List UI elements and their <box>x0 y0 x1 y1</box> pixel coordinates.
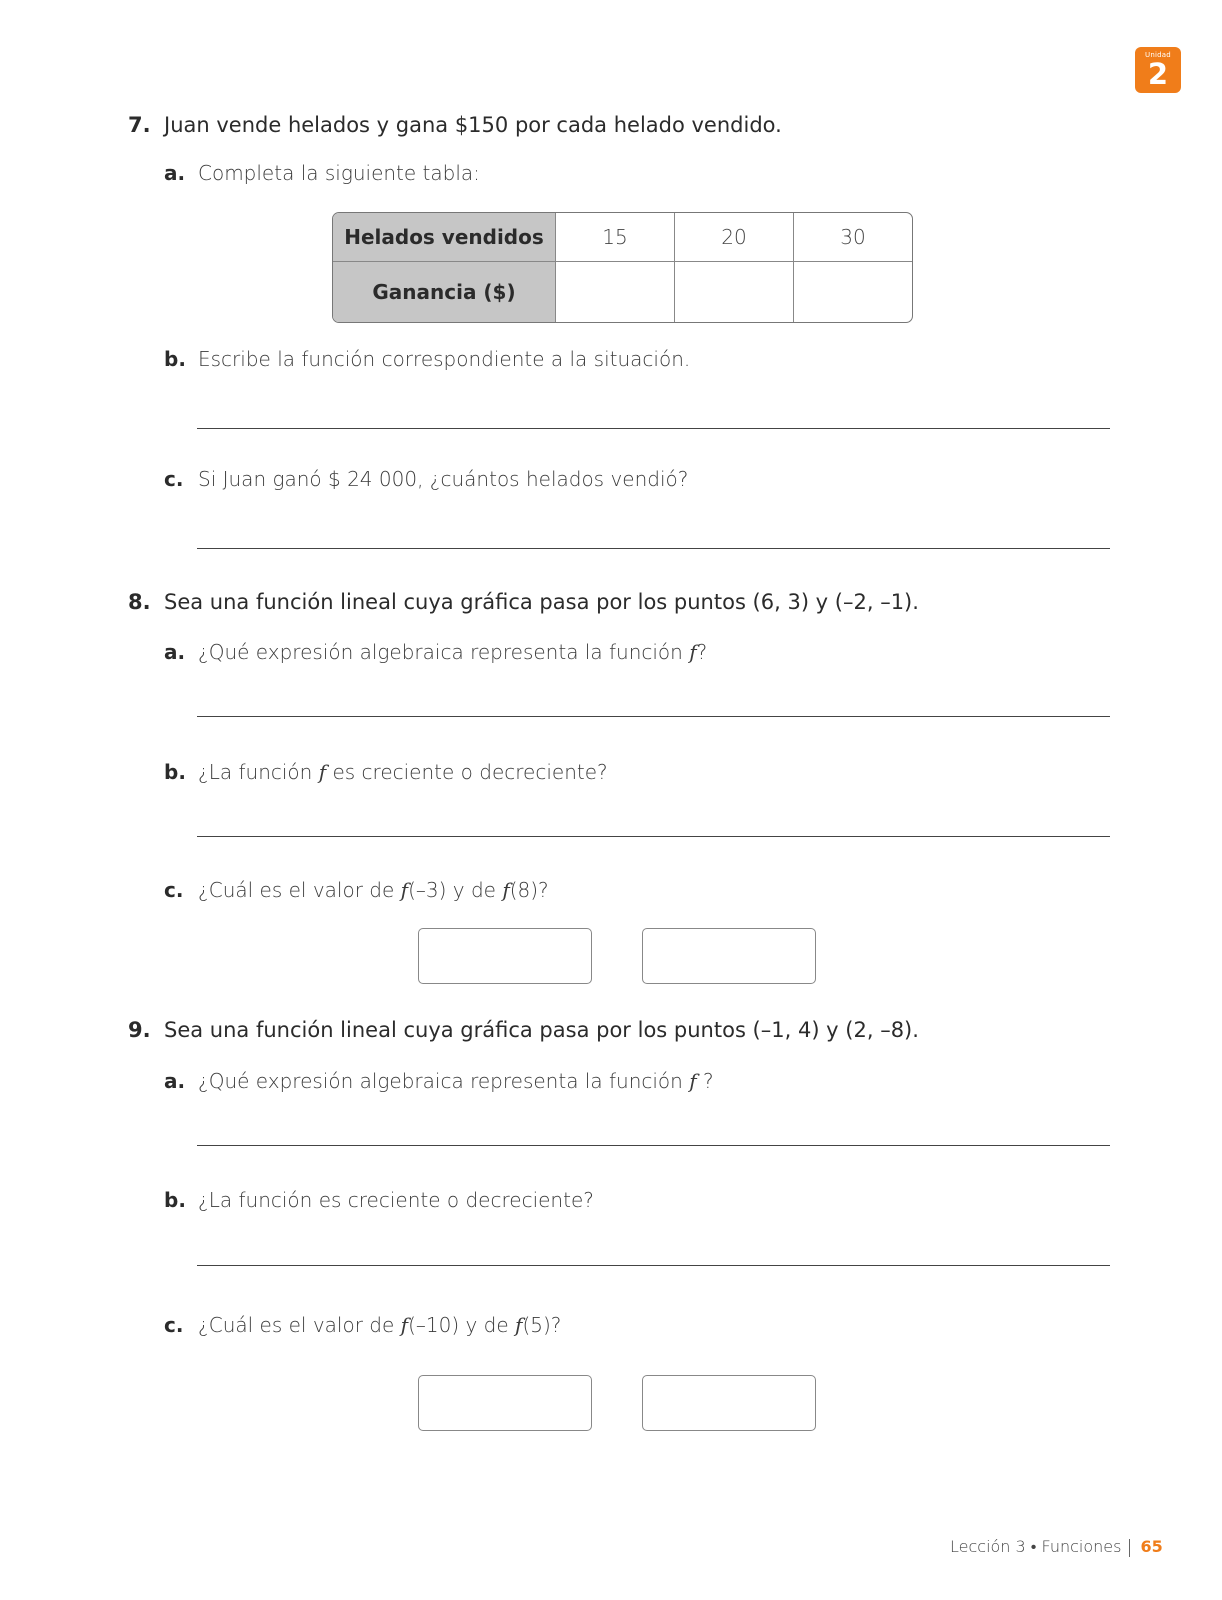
question-7c-text: Si Juan ganó $ 24 000, ¿cuántos helados vendió? <box>198 467 689 491</box>
table-value-1: 15 <box>556 213 675 262</box>
question-9b-text: ¿La función es creciente o decreciente? <box>198 1188 594 1212</box>
question-8-number: 8. <box>128 590 151 614</box>
question-7b-letter: b. <box>164 347 186 371</box>
question-9a-end: ? <box>696 1069 714 1093</box>
question-8a <box>164 640 707 664</box>
question-9b <box>164 1188 594 1212</box>
question-7a-letter: a. <box>164 161 186 185</box>
function-symbol: f <box>689 1069 697 1093</box>
answer-box-8c-2[interactable] <box>642 928 816 984</box>
table-value-3: 30 <box>794 213 912 262</box>
function-symbol: f <box>400 878 409 902</box>
table-answer-cell-3[interactable] <box>794 262 912 322</box>
question-8b-end: es creciente o decreciente? <box>326 760 608 784</box>
question-9a <box>164 1069 714 1093</box>
answer-line-8b[interactable] <box>197 836 1110 837</box>
question-9-text: Sea una función lineal cuya gráfica pasa por los puntos (–1, 4) y (2, –8). <box>164 1018 919 1042</box>
question-9 <box>128 1018 919 1042</box>
question-9c-text-3: (5)? <box>522 1313 562 1337</box>
question-8-text: Sea una función lineal cuya gráfica pasa por los puntos (6, 3) y (–2, –1). <box>164 590 919 614</box>
function-symbol: f <box>502 878 510 902</box>
footer-lesson: Lección 3 • Funciones <box>950 1537 1122 1556</box>
question-9a-letter: a. <box>164 1069 186 1093</box>
question-7c-letter: c. <box>164 467 184 491</box>
table-answer-cell-2[interactable] <box>675 262 794 322</box>
question-7-number: 7. <box>128 113 151 137</box>
ice-cream-table <box>332 212 913 323</box>
question-8c-text-3: (8)? <box>509 878 549 902</box>
question-9c-text: ¿Cuál es el valor de <box>198 1313 401 1337</box>
question-9c-letter: c. <box>164 1313 184 1337</box>
answer-line-9b[interactable] <box>197 1265 1110 1266</box>
page-number: 65 <box>1140 1537 1163 1556</box>
question-7b-text: Escribe la función correspondiente a la situación. <box>198 347 691 371</box>
question-8a-letter: a. <box>164 640 186 664</box>
table-answer-cell-1[interactable] <box>556 262 675 322</box>
question-9a-text: ¿Qué expresión algebraica representa la función <box>198 1069 690 1093</box>
unit-badge-label: Unidad <box>1145 51 1171 59</box>
answer-box-8c-1[interactable] <box>418 928 592 984</box>
question-8b-text: ¿La función <box>198 760 319 784</box>
function-symbol: f <box>400 1313 409 1337</box>
question-8b-letter: b. <box>164 760 186 784</box>
question-9b-letter: b. <box>164 1188 186 1212</box>
answer-line-8a[interactable] <box>197 716 1110 717</box>
question-8a-end: ? <box>696 640 708 664</box>
question-7c <box>164 467 688 491</box>
question-9-number: 9. <box>128 1018 151 1042</box>
answer-line-7c[interactable] <box>197 548 1110 549</box>
question-8c <box>164 878 549 902</box>
question-7 <box>128 113 782 137</box>
function-symbol: f <box>515 1313 523 1337</box>
question-8b <box>164 760 608 784</box>
table-header-profit: Ganancia ($) <box>333 262 556 322</box>
question-7-text: Juan vende helados y gana $150 por cada helado vendido. <box>164 113 782 137</box>
answer-line-9a[interactable] <box>197 1145 1110 1146</box>
answer-box-9c-2[interactable] <box>642 1375 816 1431</box>
table-value-2: 20 <box>675 213 794 262</box>
question-8c-letter: c. <box>164 878 184 902</box>
question-7a-text: Completa la siguiente tabla: <box>198 161 480 185</box>
question-8c-text-2: (–3) y de <box>408 878 503 902</box>
function-symbol: f <box>689 640 697 664</box>
answer-line-7b[interactable] <box>197 428 1110 429</box>
question-7a <box>164 161 480 185</box>
function-symbol: f <box>318 760 327 784</box>
question-9c <box>164 1313 561 1337</box>
question-8c-text: ¿Cuál es el valor de <box>198 878 401 902</box>
answer-box-9c-1[interactable] <box>418 1375 592 1431</box>
question-7b <box>164 347 690 371</box>
question-8a-text: ¿Qué expresión algebraica representa la función <box>198 640 690 664</box>
question-9c-text-2: (–10) y de <box>408 1313 516 1337</box>
question-8 <box>128 590 919 614</box>
footer-divider <box>1129 1539 1130 1557</box>
page-footer <box>950 1537 1163 1557</box>
unit-badge-number: 2 <box>1147 57 1169 91</box>
table-header-sold: Helados vendidos <box>333 213 556 262</box>
unit-badge <box>1135 47 1181 93</box>
